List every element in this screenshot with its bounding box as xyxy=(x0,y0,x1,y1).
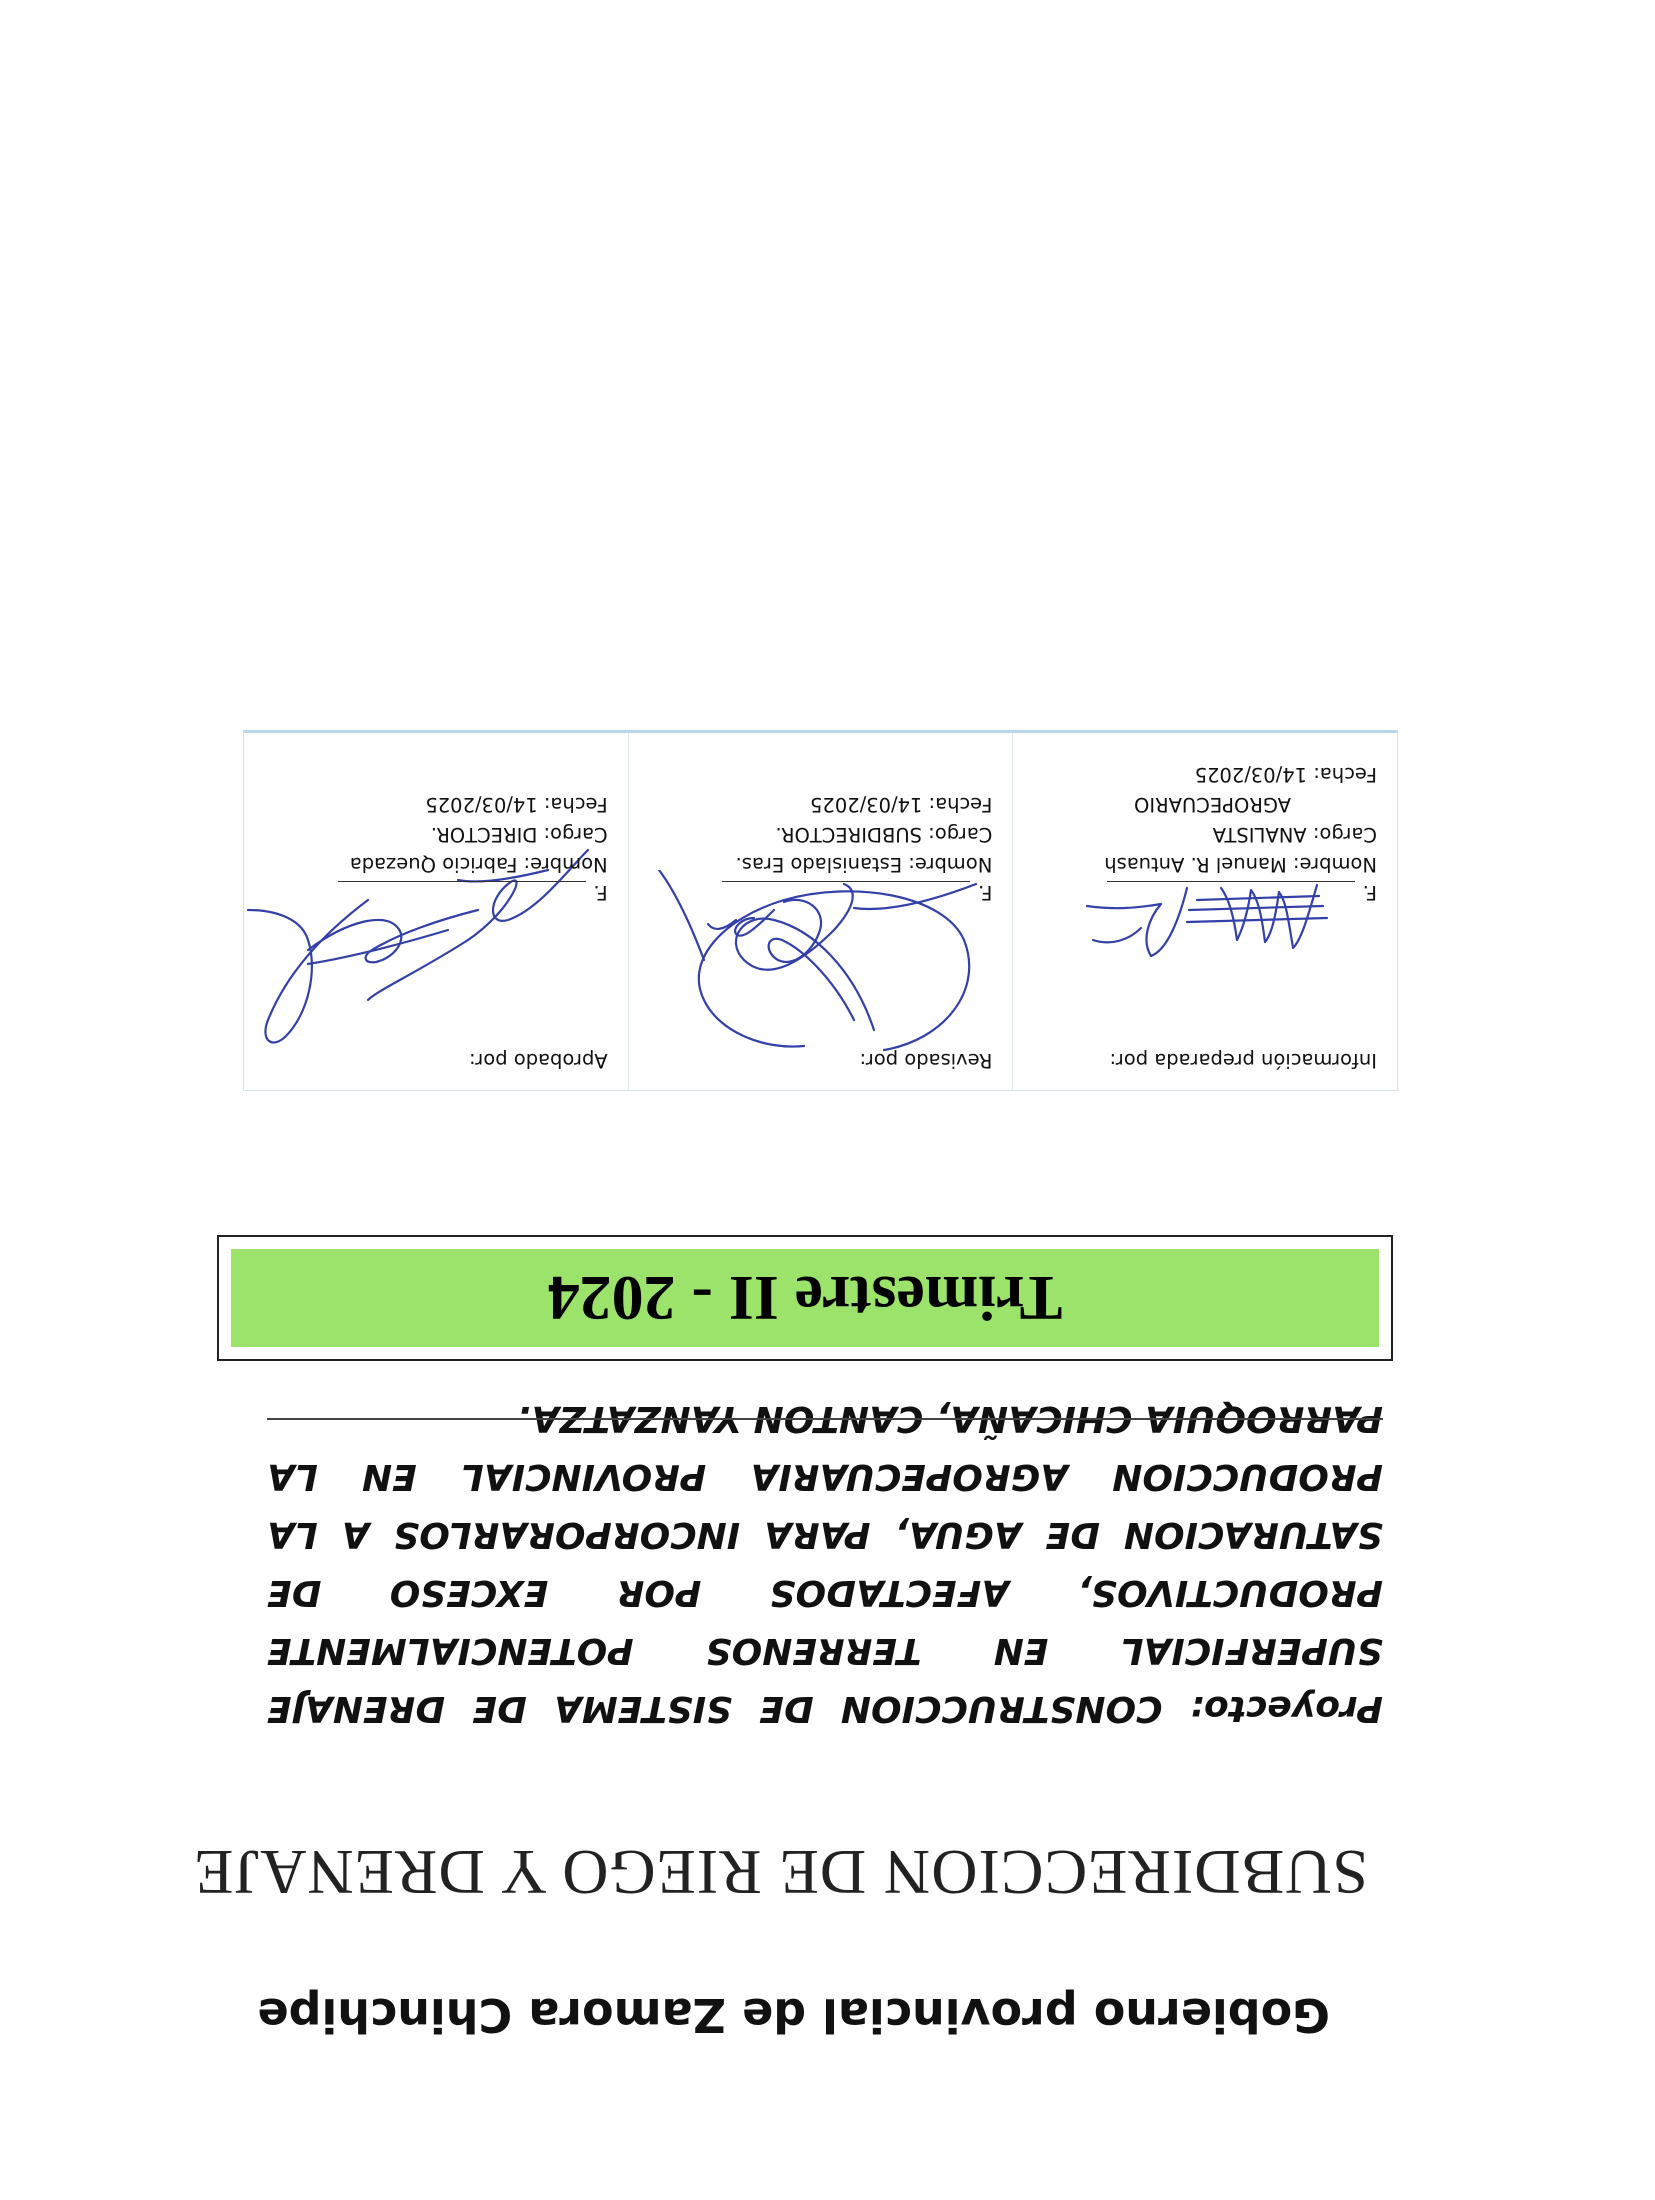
signer-name: Nombre: Estanislado Eras. xyxy=(735,853,993,876)
signature-line xyxy=(722,881,970,882)
signature-line xyxy=(1107,881,1355,882)
signature-cell-approved xyxy=(244,733,628,1090)
department-title: SUBDIRECCION DE RIEGO Y DRENAJE xyxy=(193,1837,1368,1908)
project-label: Proyecto: xyxy=(1189,1688,1383,1729)
handwritten-signature-antuash xyxy=(1077,870,1337,980)
signer-name: Nombre: Fabricio Quezada xyxy=(349,853,608,876)
project-divider xyxy=(267,1418,1383,1420)
project-description xyxy=(267,1389,1383,1737)
period-highlight xyxy=(231,1249,1379,1347)
signature-f-label: F. xyxy=(593,881,608,904)
signature-cell-prepared xyxy=(1012,733,1397,1090)
period-label: Trimestre II - 2024 xyxy=(547,1263,1063,1334)
signature-f-label: F. xyxy=(1362,881,1377,904)
signature-date: Fecha: 14/03/2025 xyxy=(1194,763,1377,786)
signature-date: Fecha: 14/03/2025 xyxy=(809,793,993,816)
signature-date: Fecha: 14/03/2025 xyxy=(425,793,608,816)
signature-role: Revisado por: xyxy=(859,1049,993,1072)
signer-position: Cargo: DIRECTOR. xyxy=(430,823,608,846)
period-box xyxy=(217,1235,1393,1361)
signer-position: Cargo: ANALISTA xyxy=(1212,823,1377,846)
signature-role: Información preparada por: xyxy=(1109,1049,1377,1072)
signature-f-label: F. xyxy=(978,881,993,904)
organization-title: Gobierno provincial de Zamora Chinchipe xyxy=(257,1988,1330,2042)
signer-name: Nombre: Manuel R. Antuash xyxy=(1104,853,1377,876)
project-text: CONSTRUCCION DE SISTEMA DE DRENAJE SUPERFICIAL EN TERRENOS POTENCIALMENTE PRODUCTIVOS, AFECTADOS POR EXCESO DE SATURACION DE AGUA, PARA INCORPORARLOS A LA PRODUCCION AGROPECUARIA PROVINCIAL EN LA PARROQUIA CHICAÑA, CANTON YANZATZA. xyxy=(267,1398,1383,1729)
signature-role: Aprobado por: xyxy=(469,1049,608,1072)
signer-position: Cargo: SUBDIRECTOR. xyxy=(775,823,993,846)
signature-cell-reviewed xyxy=(628,733,1013,1090)
signature-table xyxy=(243,730,1398,1091)
signer-position-line2: AGROPECUARIO xyxy=(1134,793,1291,816)
signature-line xyxy=(338,881,586,882)
